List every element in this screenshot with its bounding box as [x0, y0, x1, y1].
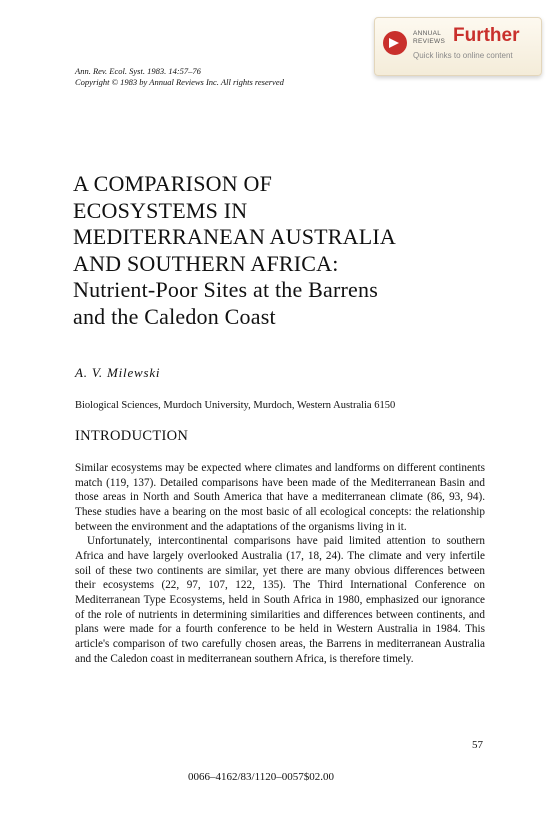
- journal-reference: [75, 66, 284, 88]
- title-line: A COMPARISON OF: [73, 171, 273, 196]
- paragraph: Similar ecosystems may be expected where climates and landforms on different continents match (119, 137). Detailed comparisons have been made of the Mediterranean Basin and those areas in North and South America that have a mediterranean climate (86, 93, 94). These studies have a bearing on the most basic of all ecological concepts: the relationship between the environment and the adaptations of the organisms living in it.: [75, 462, 485, 533]
- journal-citation: Ann. Rev. Ecol. Syst. 1983. 14:57–76: [75, 66, 201, 76]
- article-code: 0066–4162/83/1120–0057$02.00: [188, 771, 334, 783]
- title-line: ECOSYSTEMS IN: [73, 197, 248, 223]
- badge-reviews-text: REVIEWS: [413, 37, 446, 45]
- title-line: AND SOUTHERN AFRICA:: [73, 250, 339, 276]
- paragraph: Unfortunately, intercontinental comparisons have paid limited attention to southern Africa and have largely overlooked Australia (17, 18, 24). The climate and very infertile soil of these two continents are similar, yet there are many obvious differences between their ecosystems (22, 97, 107, 122, 135). The Third International Conference on Mediterranean Type Ecosystems, held in South Africa in 1980, emphasized our ignorance of the role of nutrients in determining similarities and differences between continents, and plans were made for a fourth conference to be held in Western Australia in 1984. This article's comparison of two carefully chosen areas, the Barrens in mediterranean Australia and the Caledon coast in mediterranean southern Africa, is therefore timely.: [75, 535, 485, 665]
- article-title: [73, 171, 396, 330]
- further-links-badge[interactable]: [374, 17, 542, 76]
- copyright-notice: Copyright © 1983 by Annual Reviews Inc. All rights reserved: [75, 77, 284, 87]
- badge-further-text: Further: [453, 25, 520, 46]
- section-heading: INTRODUCTION: [75, 428, 189, 444]
- article-body: [75, 461, 485, 666]
- title-line: and the Caledon Coast: [73, 303, 276, 329]
- badge-annual-text: ANNUAL: [413, 30, 442, 37]
- page-number: 57: [472, 739, 483, 751]
- title-line: MEDITERRANEAN AUSTRALIA: [73, 224, 396, 249]
- author-name: A. V. Milewski: [75, 365, 161, 380]
- author-affiliation: Biological Sciences, Murdoch University, Murdoch, Western Australia 6150: [75, 400, 396, 411]
- annual-reviews-wordmark: [413, 30, 445, 45]
- annual-reviews-logo-icon: [383, 31, 407, 55]
- badge-subtitle: Quick links to online content: [413, 51, 513, 60]
- title-line: Nutrient-Poor Sites at the Barrens: [73, 277, 378, 302]
